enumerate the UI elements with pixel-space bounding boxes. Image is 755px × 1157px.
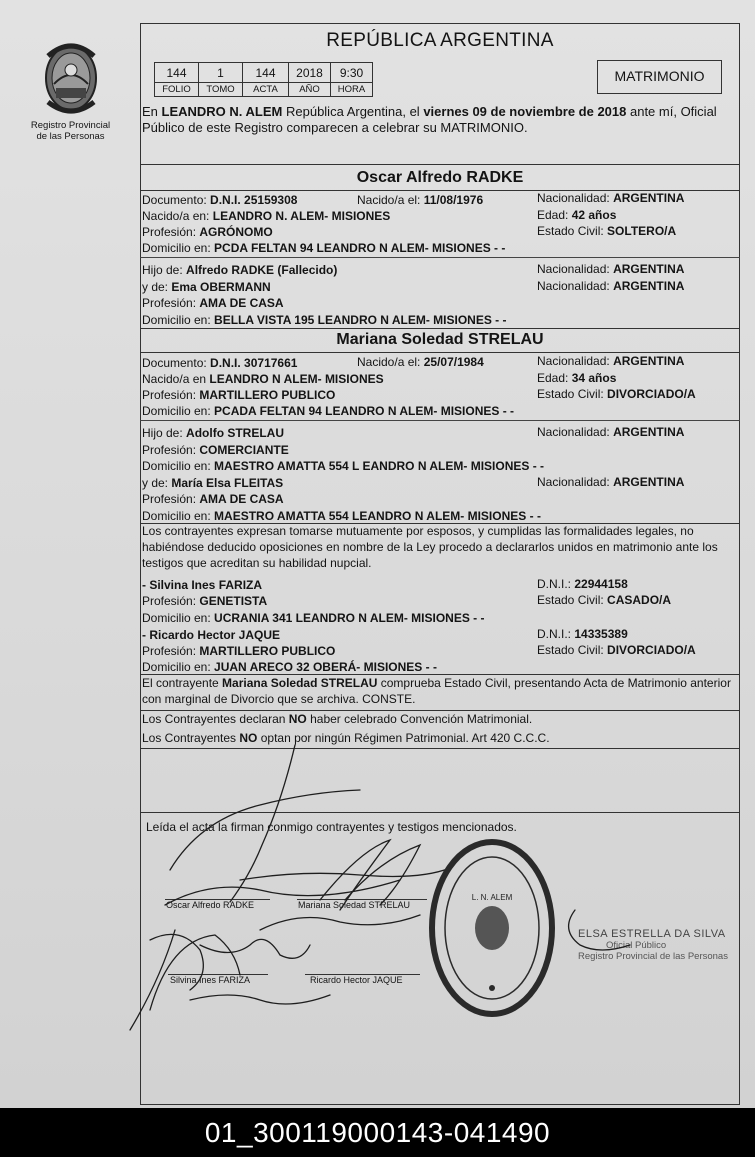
acta-label: ACTA bbox=[243, 83, 289, 97]
convention-note: Los Contrayentes declaran NO haber celebrado Convención Matrimonial. bbox=[142, 712, 533, 726]
groom-mother-profession: Profesión: AMA DE CASA bbox=[142, 296, 284, 310]
bride-document: Documento: D.N.I. 30717661 bbox=[142, 356, 298, 370]
declaration-paragraph: Los contrayentes expresan tomarse mutuamente por esposos, y cumplidas las formalidades legales, no habiéndose deducido oposiciones en nombre de la Ley procedo a declararlos unidos en matrimonio ante los testigos que acreditan su habilidad nupcial. bbox=[142, 524, 718, 570]
witness-2-name: - Ricardo Hector JAQUE bbox=[142, 628, 281, 642]
bride-address: Domicilio en: PCADA FELTAN 94 LEANDRO N ALEM- MISIONES - - bbox=[142, 404, 515, 418]
bride-nationality: Nacionalidad: ARGENTINA bbox=[537, 354, 685, 368]
document-code: 01_300119000143-041490 bbox=[0, 1108, 755, 1157]
signature-label-witness-1: Silvina Ines FARIZA bbox=[170, 975, 251, 985]
seal-center-text: L. N. ALEM bbox=[471, 893, 513, 902]
groom-name: Oscar Alfredo RADKE bbox=[356, 169, 524, 186]
civil-status-note: El contrayente Mariana Soledad STRELAU comprueba Estado Civil, presentando Acta de Matrimonio anterior con marginal de Divorcio que se archiva. CONSTE. bbox=[142, 676, 731, 706]
witness-1-name: - Silvina Ines FARIZA bbox=[142, 578, 263, 592]
intro-paragraph: En LEANDRO N. ALEM República Argentina, el viernes 09 de noviembre de 2018 ante mí, Oficial Público de este Registro comparecen a celebrar su MATRIMONIO. bbox=[142, 104, 717, 135]
bride-civil-status: Estado Civil: DIVORCIADO/A bbox=[537, 387, 696, 401]
groom-civil-status: Estado Civil: SOLTERO/A bbox=[537, 224, 677, 238]
document-type-box: MATRIMONIO bbox=[597, 60, 722, 94]
signature-label-groom: Oscar Alfredo RADKE bbox=[166, 900, 255, 910]
bride-father-address: Domicilio en: MAESTRO AMATTA 554 L EANDRO N ALEM- MISIONES - - bbox=[142, 459, 545, 473]
round-seal bbox=[432, 842, 552, 1014]
tomo-label: TOMO bbox=[199, 83, 243, 97]
logo-caption: Registro Provincial de las Personas bbox=[30, 120, 111, 142]
closing-statement: Leída el acta la firman conmigo contrayentes y testigos mencionados. bbox=[146, 820, 517, 834]
groom-father: Hijo de: Alfredo RADKE (Fallecido) bbox=[142, 263, 338, 277]
bride-father-nationality: Nacionalidad: ARGENTINA bbox=[537, 425, 685, 439]
groom-profession: Profesión: AGRÓNOMO bbox=[142, 225, 273, 239]
groom-mother-nationality: Nacionalidad: ARGENTINA bbox=[537, 279, 685, 293]
hora-label: HORA bbox=[331, 83, 373, 97]
bride-profession: Profesión: MARTILLERO PUBLICO bbox=[142, 388, 336, 402]
bride-name: Mariana Soledad STRELAU bbox=[336, 331, 544, 348]
bride-mother: y de: María Elsa FLEITAS bbox=[142, 476, 284, 490]
bride-age: Edad: 34 años bbox=[537, 371, 617, 385]
witness-1-civil-status: Estado Civil: CASADO/A bbox=[537, 593, 672, 607]
witness-2-civil-status: Estado Civil: DIVORCIADO/A bbox=[537, 643, 696, 657]
witness-2-profession: Profesión: MARTILLERO PUBLICO bbox=[142, 644, 336, 658]
groom-document: Documento: D.N.I. 25159308 bbox=[142, 193, 298, 207]
groom-father-nationality: Nacionalidad: ARGENTINA bbox=[537, 262, 685, 276]
acta-value: 144 bbox=[243, 63, 289, 83]
bride-birth-date: Nacido/a el: 25/07/1984 bbox=[357, 355, 484, 369]
groom-mother: y de: Ema OBERMANN bbox=[142, 280, 271, 294]
hora-value: 9:30 bbox=[331, 63, 373, 83]
signature-label-witness-2: Ricardo Hector JAQUE bbox=[310, 975, 403, 985]
anio-value: 2018 bbox=[289, 63, 331, 83]
tomo-value: 1 bbox=[199, 63, 243, 83]
groom-nationality: Nacionalidad: ARGENTINA bbox=[537, 191, 685, 205]
anio-label: AÑO bbox=[289, 83, 331, 97]
groom-birth-date: Nacido/a el: 11/08/1976 bbox=[357, 193, 484, 207]
folio-value: 144 bbox=[155, 63, 199, 83]
witness-1-address: Domicilio en: UCRANIA 341 LEANDRO N ALEM- MISIONES - - bbox=[142, 611, 485, 625]
groom-address: Domicilio en: PCDA FELTAN 94 LEANDRO N ALEM- MISIONES - - bbox=[142, 241, 506, 255]
groom-mother-address: Domicilio en: BELLA VISTA 195 LEANDRO N ALEM- MISIONES - - bbox=[142, 313, 507, 327]
signature-label-bride: Mariana Soledad STRELAU bbox=[298, 900, 411, 910]
witness-2-address: Domicilio en: JUAN ARECO 32 OBERÁ- MISIONES - - bbox=[142, 660, 437, 674]
bride-father-profession: Profesión: COMERCIANTE bbox=[142, 443, 289, 457]
folio-label: FOLIO bbox=[155, 83, 199, 97]
bride-father: Hijo de: Adolfo STRELAU bbox=[142, 426, 285, 440]
bride-mother-address: Domicilio en: MAESTRO AMATTA 554 LEANDRO N ALEM- MISIONES - - bbox=[142, 509, 541, 523]
bride-mother-nationality: Nacionalidad: ARGENTINA bbox=[537, 475, 685, 489]
bride-birth-place: Nacido/a en LEANDRO N ALEM- MISIONES bbox=[142, 372, 384, 386]
official-stamp: ELSA ESTRELLA DA SILVA Oficial Público Registro Provincial de las Personas bbox=[578, 928, 728, 962]
groom-age: Edad: 42 años bbox=[537, 208, 617, 222]
bride-mother-profession: Profesión: AMA DE CASA bbox=[142, 492, 284, 506]
groom-birth-place: Nacido/a en: LEANDRO N. ALEM- MISIONES bbox=[142, 209, 391, 223]
witness-1-dni: D.N.I.: 22944158 bbox=[537, 577, 628, 591]
witness-2-dni: D.N.I.: 14335389 bbox=[537, 627, 628, 641]
witness-1-profession: Profesión: GENETISTA bbox=[142, 594, 268, 608]
page-title: REPÚBLICA ARGENTINA bbox=[326, 30, 554, 51]
regime-note: Los Contrayentes NO optan por ningún Régimen Patrimonial. Art 420 C.C.C. bbox=[142, 731, 550, 745]
handwritten-signatures bbox=[130, 745, 630, 1030]
